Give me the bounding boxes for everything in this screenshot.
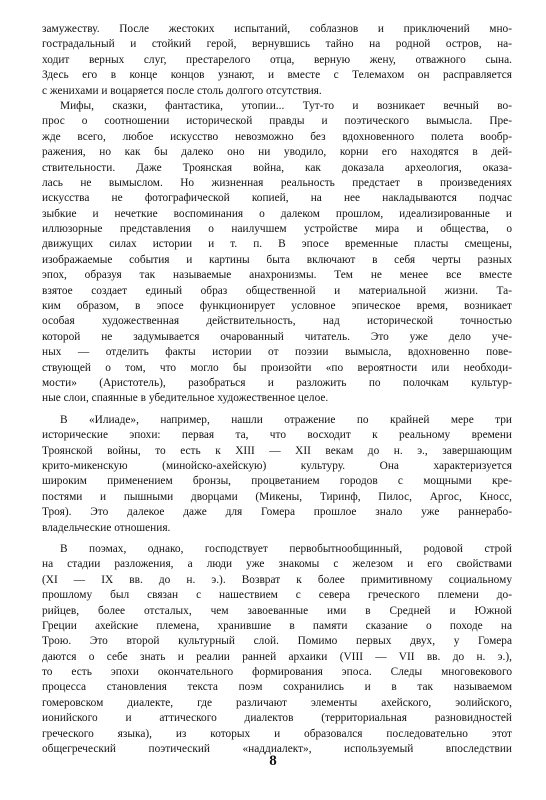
text-line: владельческие отношения. <box>42 521 171 534</box>
text-line: постями и пышными дворцами (Микены, Тиринф, Пилос, Аргос, Кносс, <box>42 490 512 503</box>
text-line: ходит верных слуг, престарелого отца, верную жену, отважного сына. <box>42 53 512 66</box>
text-line: гострадальный и стойкий герой, вернувшись тайно на родной остров, на- <box>42 38 512 51</box>
text-line: крито-микенскую (минойско-ахейскую) культуру. Она характеризуется <box>42 459 512 472</box>
text-line: процесса становления текста поэм сохранились и в так называемом <box>42 681 512 694</box>
text-line: взятое создает единый образ общественной и материальной жизни. Та- <box>42 284 512 297</box>
text-line: Троя). Это далекое даже для Гомера прошлое знало уже раннерабо- <box>42 506 512 519</box>
text-line: мости» (Аристотель), разобраться и разложить по полочкам культур- <box>42 377 512 389</box>
text-line: движущих силах истории и т. п. В эпосе временные пласты смещены, <box>42 238 512 251</box>
text-line: иллюзорные представления о наилучшем устройстве мира и общества, о <box>42 223 512 236</box>
text-line: исторические эпохи: первая та, что восходит к реальному времени <box>42 429 512 442</box>
text-line: Греции ахейские племена, хранившие в памяти сказание о походе на <box>42 619 512 632</box>
text-line: искусства не фотографической копией, на нее накладываются подчас <box>42 192 512 205</box>
text-line: которой не задумывается очарованный читатель. Это уже дело уче- <box>42 330 512 343</box>
text-line: прошлому был связан с нашествием с севера греческого племени до- <box>42 589 512 602</box>
text-line: ствующей о том, что могло бы произойти «по вероятности или необходи- <box>42 361 512 374</box>
text-line: с женихами и воцаряется после столь долгого отсутствия. <box>42 84 322 97</box>
text-line: рийцев, более отсталых, чем завоеванные ими в Средней и Южной <box>42 604 512 617</box>
text-line: то есть эпохи окончательного формирования эпоса. Следы многовекового <box>42 666 512 679</box>
text-line: Трою. Это второй культурный слой. Помимо первых двух, у Гомера <box>42 635 512 648</box>
text-line: замужеству. После жестоких испытаний, соблазнов и приключений мно- <box>42 23 512 35</box>
text-line: ражения, но как бы далеко оно ни уводило, корни его находятся в дей- <box>42 146 512 159</box>
page-number: 8 <box>269 753 277 769</box>
text-line: ные слои, спаянные в убедительное художественное целое. <box>42 392 329 405</box>
text-line: В «Илиаде», например, нашли отражение по крайней мере три <box>60 413 512 426</box>
text-line: (XI — IX вв. до н. э.). Возврат к более примитивному социальному <box>42 573 512 586</box>
text-line: В поэмах, однако, господствует первобытнообщинный, родовой строй <box>60 542 512 555</box>
text-line: ных — отделить факты истории от поэзии вымысла, вдохновенно пове- <box>42 346 512 359</box>
text-line: на стадии разложения, а люди уже знакомы с железом и его свойствами <box>42 558 512 571</box>
text-line: греческого языка), из которых и образовался последовательно этот <box>42 727 512 740</box>
text-line: даются о себе знать и реалии ранней архаики (VIII — VII вв. до н. э.), <box>42 650 512 663</box>
text-line: изображаемые события и картины быта включают в себя черты разных <box>42 253 512 266</box>
paragraph-4 <box>42 542 512 757</box>
text-line: Троянской войны, то есть к XIII — XII векам до н. э., завершающим <box>42 444 512 457</box>
text-line: зыбкие и нечеткие воспоминания о далеком прошлом, идеализированные и <box>42 207 512 220</box>
paragraph-2 <box>42 99 512 407</box>
text-line: особая художественная действительность, над исторической точностью <box>42 315 512 328</box>
text-line: гомеровском диалекте, где различают элементы ахейского, эолийского, <box>42 696 512 709</box>
text-line: лась не вымыслом. Но жизненная реальность предстает в произведениях <box>42 176 512 189</box>
text-line: ствительности. Даже Троянская война, как доказала археология, оказа- <box>42 161 512 174</box>
text-line: прос о соотношении исторической правды и поэтического вымысла. Пре- <box>42 115 512 128</box>
text-line: широким применением бронзы, процветанием городов с мощными кре- <box>42 475 512 488</box>
paragraph-1 <box>42 22 512 99</box>
paragraph-3 <box>42 413 512 536</box>
text-line: эпох, образуя так называемые анахронизмы. Тем не менее все вместе <box>42 269 512 282</box>
text-line: ким образом, в эпосе функционирует условное эпическое время, возникает <box>42 300 512 313</box>
text-line: Мифы, сказки, фантастика, утопии... Тут-то и возникает вечный во- <box>60 99 512 112</box>
text-line: ионийского и аттического диалектов (территориальная разновидностей <box>42 712 512 725</box>
text-line: жде всего, любое искусство невозможно без вдохновенного полета вообр- <box>42 130 512 143</box>
text-line: общегреческий поэтический «наддиалект», используемый впоследствии <box>42 743 512 756</box>
text-line: Здесь его в конце концов узнают, и вместе с Телемахом он расправляется <box>42 69 512 82</box>
